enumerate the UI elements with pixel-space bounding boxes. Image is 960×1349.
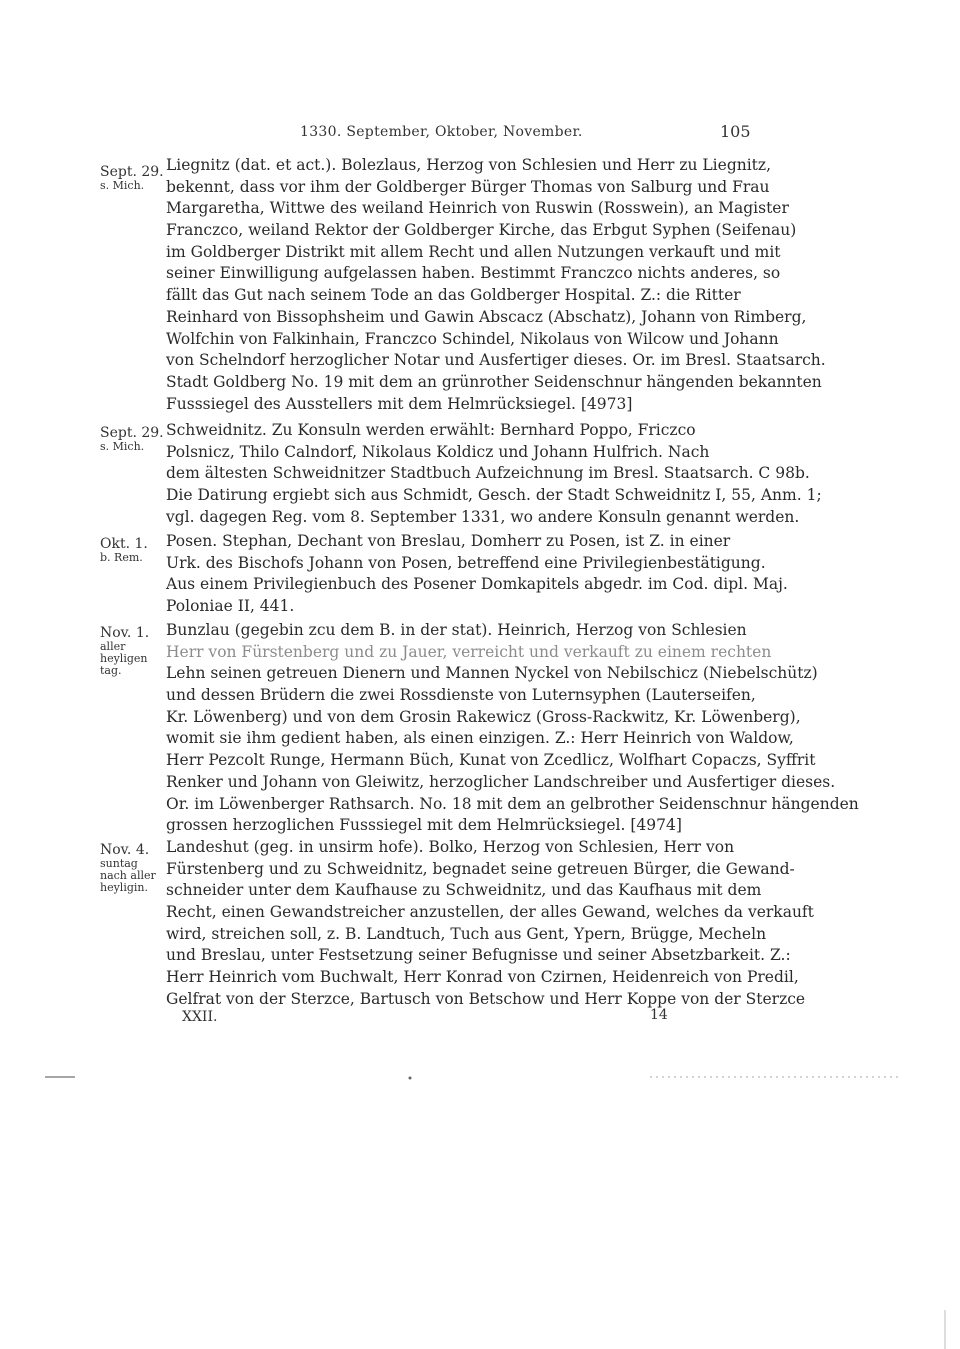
entry-feast-day: aller heyligen tag. [100,640,148,677]
entry-date-margin [100,165,164,192]
text-line: womit sie ihm gedient haben, als einen einzigen. Z.: Herr Heinrich von Waldow, [166,729,794,748]
entry-text [166,620,859,837]
entry-text [166,531,788,618]
entry-date: Nov. 1. [100,625,150,641]
text-line: vgl. dagegen Reg. vom 8. September 1331, wo andere Konsuln genannt werden. [166,507,800,526]
running-head: 1330. September, Oktober, November. [300,124,583,140]
entry-date-margin [100,843,164,894]
text-line: Lehn seinen getreuen Dienern und Mannen Nyckel von Nebilschicz (Niebelschütz) [166,664,818,683]
text-line: Fusssiegel des Ausstellers mit dem Helmrücksiegel. [4973] [166,394,633,413]
text-line: Bunzlau (gegebin zcu dem B. in der stat). Heinrich, Herzog von Schlesien [166,621,747,639]
text-line: und dessen Brüdern die zwei Rossdienste von Luternsyphen (Lauterseifen, [166,686,756,705]
text-line: Herr von Fürstenberg und zu Jauer, verreicht und verkauft zu einem rechten [166,642,772,661]
entry-date: Sept. 29. [100,425,164,441]
signature-number: 14 [650,1007,668,1023]
entry-date: Nov. 4. [100,842,150,858]
text-line: Or. im Löwenberger Rathsarch. No. 18 mit dem an gelbrother Seidenschnur hängenden [166,794,859,813]
scan-speck [409,1077,412,1080]
text-line: Schweidnitz. Zu Konsuln werden erwählt: Bernhard Poppo, Friczco [166,421,696,439]
text-line: Reinhard von Bissophsheim und Gawin Abscacz (Abschatz), Johann von Rimberg, [166,307,807,326]
text-line: von Schelndorf herzoglicher Notar und Ausfertiger dieses. Or. im Bresl. Staatsarch. [166,351,826,370]
signature-mark: XXII. [182,1009,218,1025]
entry-feast-day: b. Rem. [100,551,143,564]
text-line: Gelfrat von der Sterzce, Bartusch von Betschow und Herr Koppe von der Sterzce [166,989,806,1008]
entry-feast-day: s. Mich. [100,179,145,192]
text-line: im Goldberger Distrikt mit allem Recht und allen Nutzungen verkauft und mit [166,242,781,261]
text-line: Polsnicz, Thilo Calndorf, Nikolaus Koldicz und Johann Hulfrich. Nach [166,442,710,461]
text-line: grossen herzoglichen Fusssiegel mit dem Helmrücksiegel. [4974] [166,816,682,835]
entry-date: Okt. 1. [100,536,148,552]
text-line: Franczco, weiland Rektor der Goldberger Kirche, das Erbgut Syphen (Seifenau) [166,221,797,240]
text-line: Fürstenberg und zu Schweidnitz, begnadet seine getreuen Bürger, die Gewand- [166,859,795,878]
text-line: bekennt, dass vor ihm der Goldberger Bürger Thomas von Salburg und Frau [166,177,770,196]
text-line: seiner Einwilligung aufgelassen haben. Bestimmt Franczco nichts anderes, so [166,264,781,283]
entry-text [166,155,826,415]
text-line: Herr Heinrich vom Buchwalt, Herr Konrad von Czirnen, Heidenreich von Predil, [166,968,799,987]
text-line: Margaretha, Wittwe des weiland Heinrich von Ruswin (Rosswein), an Magister [166,199,789,218]
text-line: Aus einem Privilegienbuch des Posener Domkapitels abgedr. im Cod. dipl. Maj. [166,575,788,594]
text-line: Liegnitz (dat. et act.). Bolezlaus, Herzog von Schlesien und Herr zu Liegnitz, [166,156,771,174]
text-line: fällt das Gut nach seinem Tode an das Goldberger Hospital. Z.: die Ritter [166,286,741,305]
text-line: Die Datirung ergiebt sich aus Schmidt, Gesch. der Stadt Schweidnitz I, 55, Anm. 1; [166,486,822,505]
text-line: Poloniae II, 441. [166,597,295,616]
entry-text [166,837,814,1011]
text-line: Renker und Johann von Gleiwitz, herzoglicher Landschreiber und Ausfertiger dieses. [166,772,836,791]
text-line: dem ältesten Schweidnitzer Stadtbuch Aufzeichnung im Bresl. Staatsarch. C 98b. [166,464,810,483]
entry-feast-day: s. Mich. [100,440,145,453]
entry-date: Sept. 29. [100,164,164,180]
text-line: Stadt Goldberg No. 19 mit dem an grünrother Seidenschnur hängenden bekannten [166,372,822,391]
entry-date-margin [100,537,164,564]
text-line: wird, streichen soll, z. B. Landtuch, Tuch aus Gent, Ypern, Brügge, Mecheln [166,924,767,943]
text-line: Recht, einen Gewandstreicher anzustellen, der alles Gewand, welches da verkauft [166,903,814,922]
text-line: Posen. Stephan, Dechant von Breslau, Domherr zu Posen, ist Z. in einer [166,532,731,550]
entry-date-margin [100,626,164,677]
text-line: Kr. Löwenberg) und von dem Grosin Rakewicz (Gross-Rackwitz, Kr. Löwenberg), [166,707,801,726]
text-line: Herr Pezcolt Runge, Hermann Büch, Kunat von Zcedlicz, Wolfhart Copaczs, Syffrit [166,751,816,770]
text-line: Wolfchin von Falkinhain, Franczco Schindel, Nikolaus von Wilcow und Johann [166,329,779,348]
text-line: und Breslau, unter Festsetzung seiner Befugnisse und seiner Absetzbarkeit. Z.: [166,946,791,965]
text-line: Landeshut (geg. in unsirm hofe). Bolko, Herzog von Schlesien, Herr von [166,838,735,856]
entry-text [166,420,822,528]
entry-feast-day: suntag nach aller heyligin. [100,857,156,894]
text-line: Urk. des Bischofs Johann von Posen, betreffend eine Privilegienbestätigung. [166,553,766,572]
entry-date-margin [100,426,164,453]
text-line: schneider unter dem Kaufhause zu Schweidnitz, und das Kaufhaus mit dem [166,881,762,900]
page-number: 105 [720,122,751,141]
